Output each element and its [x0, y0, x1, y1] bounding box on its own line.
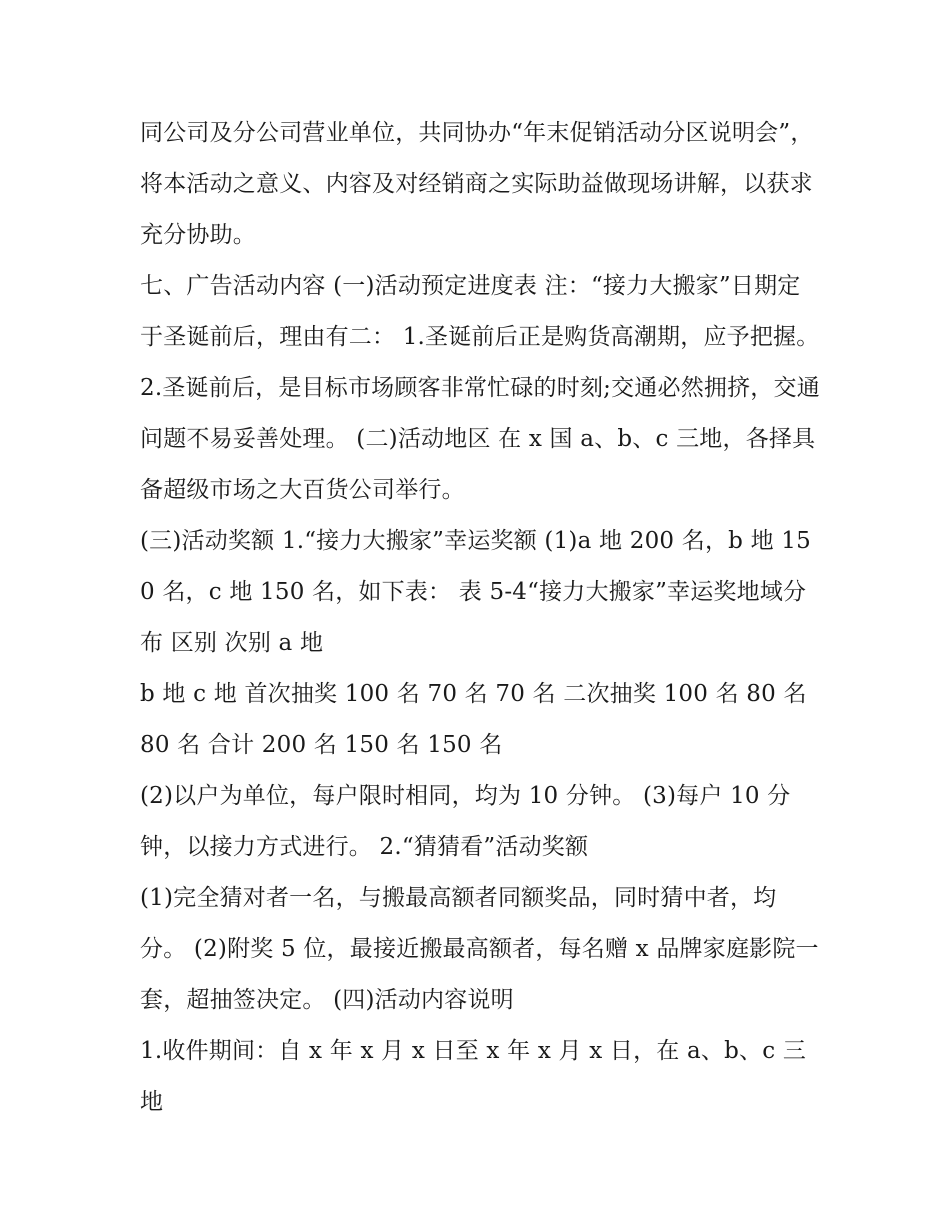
- paragraph-2: 七、广告活动内容 (一)活动预定进度表 注：“接力大搬家”日期定于圣诞前后，理由有二： 1.圣诞前后正是购货高潮期，应予把握。: [140, 273, 820, 350]
- paragraph-3: 2.圣诞前后，是目标市场顾客非常忙碌的时刻;交通必然拥挤，交通问题不易妥善处理。 (二)活动地区 在 x 国 a、b、c 三地，各择具备超级市场之大百货公司举行。: [140, 375, 820, 503]
- paragraph-4: (三)活动奖额 1.“接力大搬家”幸运奖额 (1)a 地 200 名，b 地 150 名，c 地 150 名，如下表： 表 5-4“接力大搬家”幸运奖地域分布 区别 次别 a 地: [140, 528, 811, 656]
- paragraph-5: b 地 c 地 首次抽奖 100 名 70 名 70 名 二次抽奖 100 名 80 名 80 名 合计 200 名 150 名 150 名: [140, 681, 815, 758]
- paragraph-6: (2)以户为单位，每户限时相同，均为 10 分钟。 (3)每户 10 分钟，以接力方式进行。 2.“猜猜看”活动奖额: [140, 783, 791, 860]
- paragraph-7: (1)完全猜对者一名，与搬最高额者同额奖品，同时猜中者，均分。 (2)附奖 5 位，最接近搬最高额者，每名赠 x 品牌家庭影院一套，超抽签决定。 (四)活动内容说明: [140, 885, 819, 1013]
- paragraph-1: 同公司及分公司营业单位，共同协办“年末促销活动分区说明会”，将本活动之意义、内容及对经销商之实际助益做现场讲解，以获求充分协助。: [140, 120, 814, 248]
- paragraph-8: 1.收件期间：自 x 年 x 月 x 日至 x 年 x 月 x 日，在 a、b、c 三地: [140, 1038, 807, 1115]
- document-body: [140, 108, 820, 1128]
